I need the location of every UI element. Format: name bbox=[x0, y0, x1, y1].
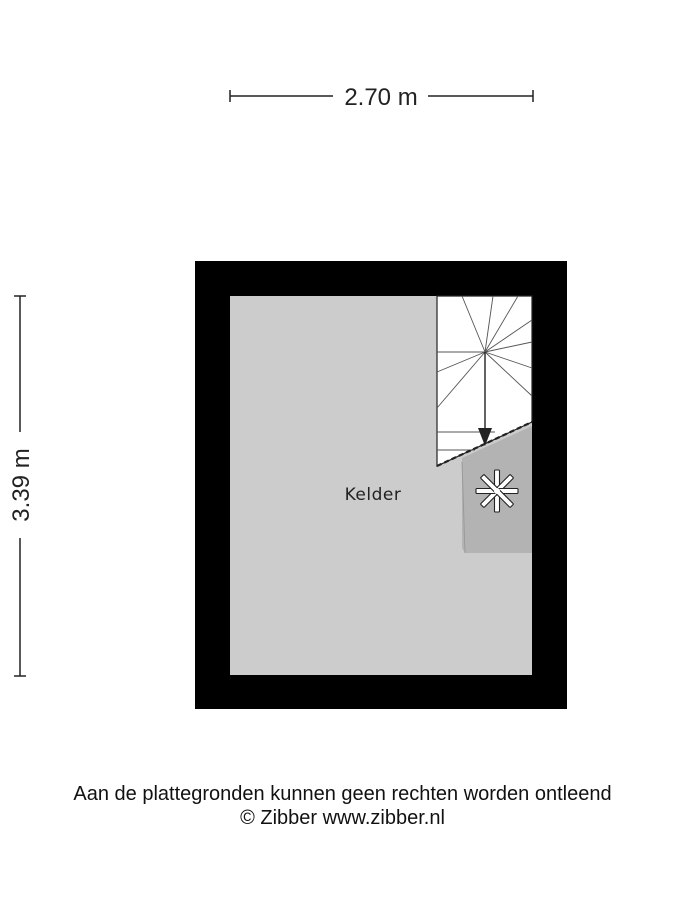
copyright-text: © Zibber www.zibber.nl bbox=[240, 807, 445, 829]
height-dimension-label: 3.39 m bbox=[8, 448, 35, 522]
room-label-kelder: Kelder bbox=[344, 485, 402, 505]
boiler-asterisk-icon bbox=[476, 470, 518, 512]
height-dimension bbox=[8, 296, 35, 676]
width-dimension-label: 2.70 m bbox=[344, 84, 418, 111]
width-dimension bbox=[230, 84, 533, 111]
disclaimer-text: Aan de plattegronden kunnen geen rechten worden ontleend bbox=[73, 783, 612, 805]
